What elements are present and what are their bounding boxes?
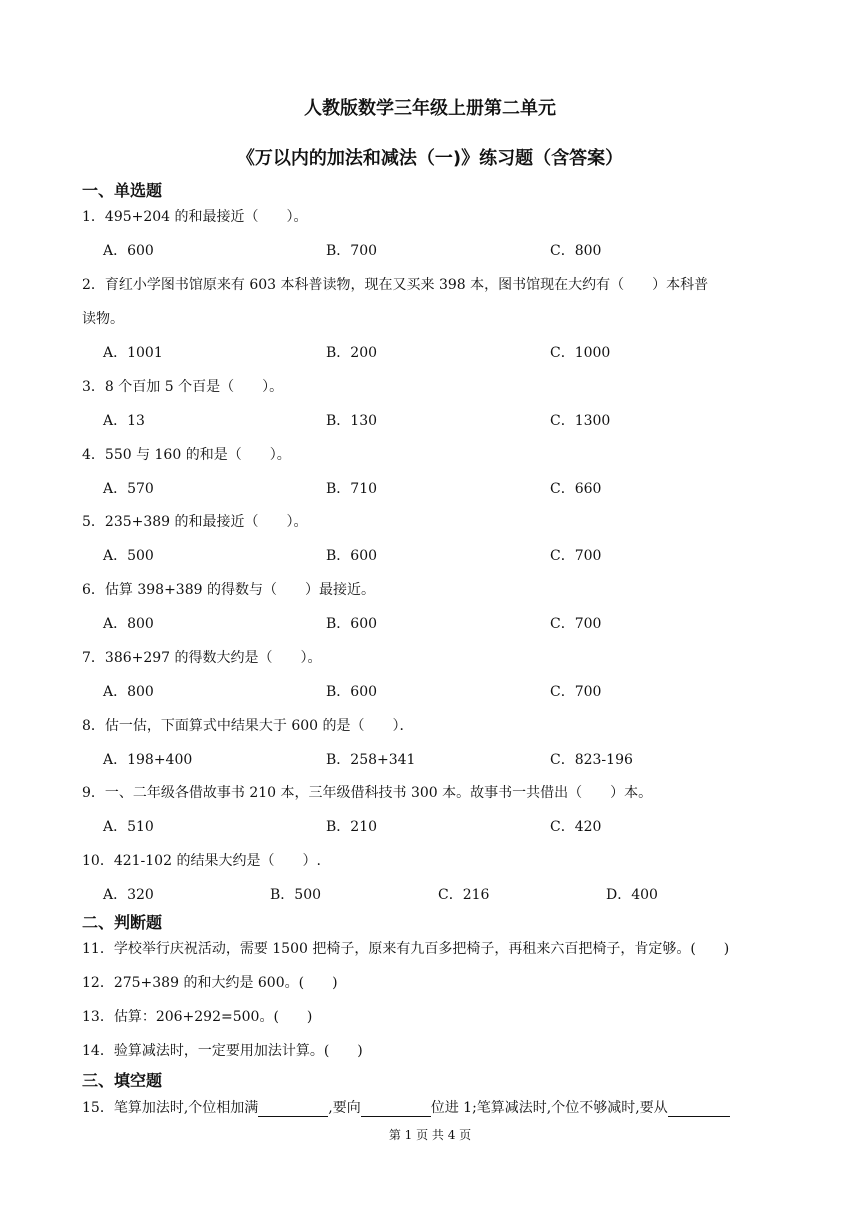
section-true-false: 二、判断题 xyxy=(82,913,163,932)
question-14: 14．验算减法时，一定要用加法计算。( ) xyxy=(82,1043,363,1059)
q3-option-a: A．13 xyxy=(103,413,145,429)
q8-option-c: C．823-196 xyxy=(550,752,633,768)
question-2-line-1: 2．育红小学图书馆原来有 603 本科普读物，现在又买来 398 本，图书馆现在大约有（ ）本科普 xyxy=(82,277,709,293)
question-4: 4．550 与 160 的和是（ ）。 xyxy=(82,447,291,463)
q8-option-a: A．198+400 xyxy=(103,752,193,768)
q9-option-c: C．420 xyxy=(550,819,602,835)
q5-option-c: C．700 xyxy=(550,548,602,564)
q10-option-b: B．500 xyxy=(270,887,322,903)
question-7: 7．386+297 的得数大约是（ ）。 xyxy=(82,650,322,666)
q9-option-a: A．510 xyxy=(103,819,154,835)
section-single-choice: 一、单选题 xyxy=(82,181,163,200)
title-line-1: 人教版数学三年级上册第二单元 xyxy=(304,98,556,119)
q3-option-c: C．1300 xyxy=(550,413,611,429)
title-line-2: 《万以内的加法和减法（一)》练习题（含答案） xyxy=(236,148,624,169)
q4-option-b: B．710 xyxy=(326,481,378,497)
q7-option-a: A．800 xyxy=(103,684,154,700)
q10-option-d: D．400 xyxy=(606,887,658,903)
question-13: 13．估算：206+292=500。( ) xyxy=(82,1009,313,1025)
q10-option-c: C．216 xyxy=(438,887,490,903)
q6-option-b: B．600 xyxy=(326,616,378,632)
q7-option-b: B．600 xyxy=(326,684,378,700)
blank-1[interactable] xyxy=(258,1102,328,1117)
question-15 xyxy=(82,1097,730,1117)
q3-option-b: B．130 xyxy=(326,413,378,429)
q4-option-c: C．660 xyxy=(550,481,602,497)
question-8: 8．估一估，下面算式中结果大于 600 的是（ ）． xyxy=(82,718,414,734)
q6-option-c: C．700 xyxy=(550,616,602,632)
question-9: 9．一、二年级各借故事书 210 本，三年级借科技书 300 本。故事书一共借出（ ）本。 xyxy=(82,785,653,801)
question-15-part-b: ,要向 xyxy=(328,1100,361,1116)
q6-option-a: A．800 xyxy=(103,616,154,632)
section-fill-blank: 三、填空题 xyxy=(82,1071,163,1090)
question-12: 12．275+389 的和大约是 600。( ) xyxy=(82,975,338,991)
blank-3[interactable] xyxy=(668,1102,730,1117)
q5-option-a: A．500 xyxy=(103,548,154,564)
question-10: 10．421-102 的结果大约是（ ）. xyxy=(82,853,321,869)
blank-2[interactable] xyxy=(361,1102,431,1117)
q2-option-c: C．1000 xyxy=(550,345,611,361)
q5-option-b: B．600 xyxy=(326,548,378,564)
q1-option-b: B．700 xyxy=(326,243,378,259)
q1-option-a: A．600 xyxy=(103,243,154,259)
question-15-part-a: 15．笔算加法时,个位相加满 xyxy=(82,1100,259,1116)
q4-option-a: A．570 xyxy=(103,481,154,497)
question-3: 3．8 个百加 5 个百是（ ）。 xyxy=(82,379,284,395)
q2-option-b: B．200 xyxy=(326,345,378,361)
question-15-part-c: 位进 1;笔算减法时,个位不够减时,要从 xyxy=(430,1100,668,1116)
q9-option-b: B．210 xyxy=(326,819,378,835)
question-11: 11．学校举行庆祝活动，需要 1500 把椅子，原来有九百多把椅子，再租来六百把椅子，肯定够。( ) xyxy=(82,941,730,957)
q8-option-b: B．258+341 xyxy=(326,752,416,768)
question-5: 5．235+389 的和最接近（ ）。 xyxy=(82,514,308,530)
q1-option-c: C．800 xyxy=(550,243,602,259)
question-1: 1．495+204 的和最接近（ ）。 xyxy=(82,209,308,225)
question-6: 6．估算 398+389 的得数与（ ）最接近。 xyxy=(82,582,375,598)
q10-option-a: A．320 xyxy=(103,887,154,903)
page-footer: 第 1 页 共 4 页 xyxy=(388,1128,472,1142)
question-2-line-2: 读物。 xyxy=(82,311,124,327)
q2-option-a: A．1001 xyxy=(103,345,163,361)
q7-option-c: C．700 xyxy=(550,684,602,700)
